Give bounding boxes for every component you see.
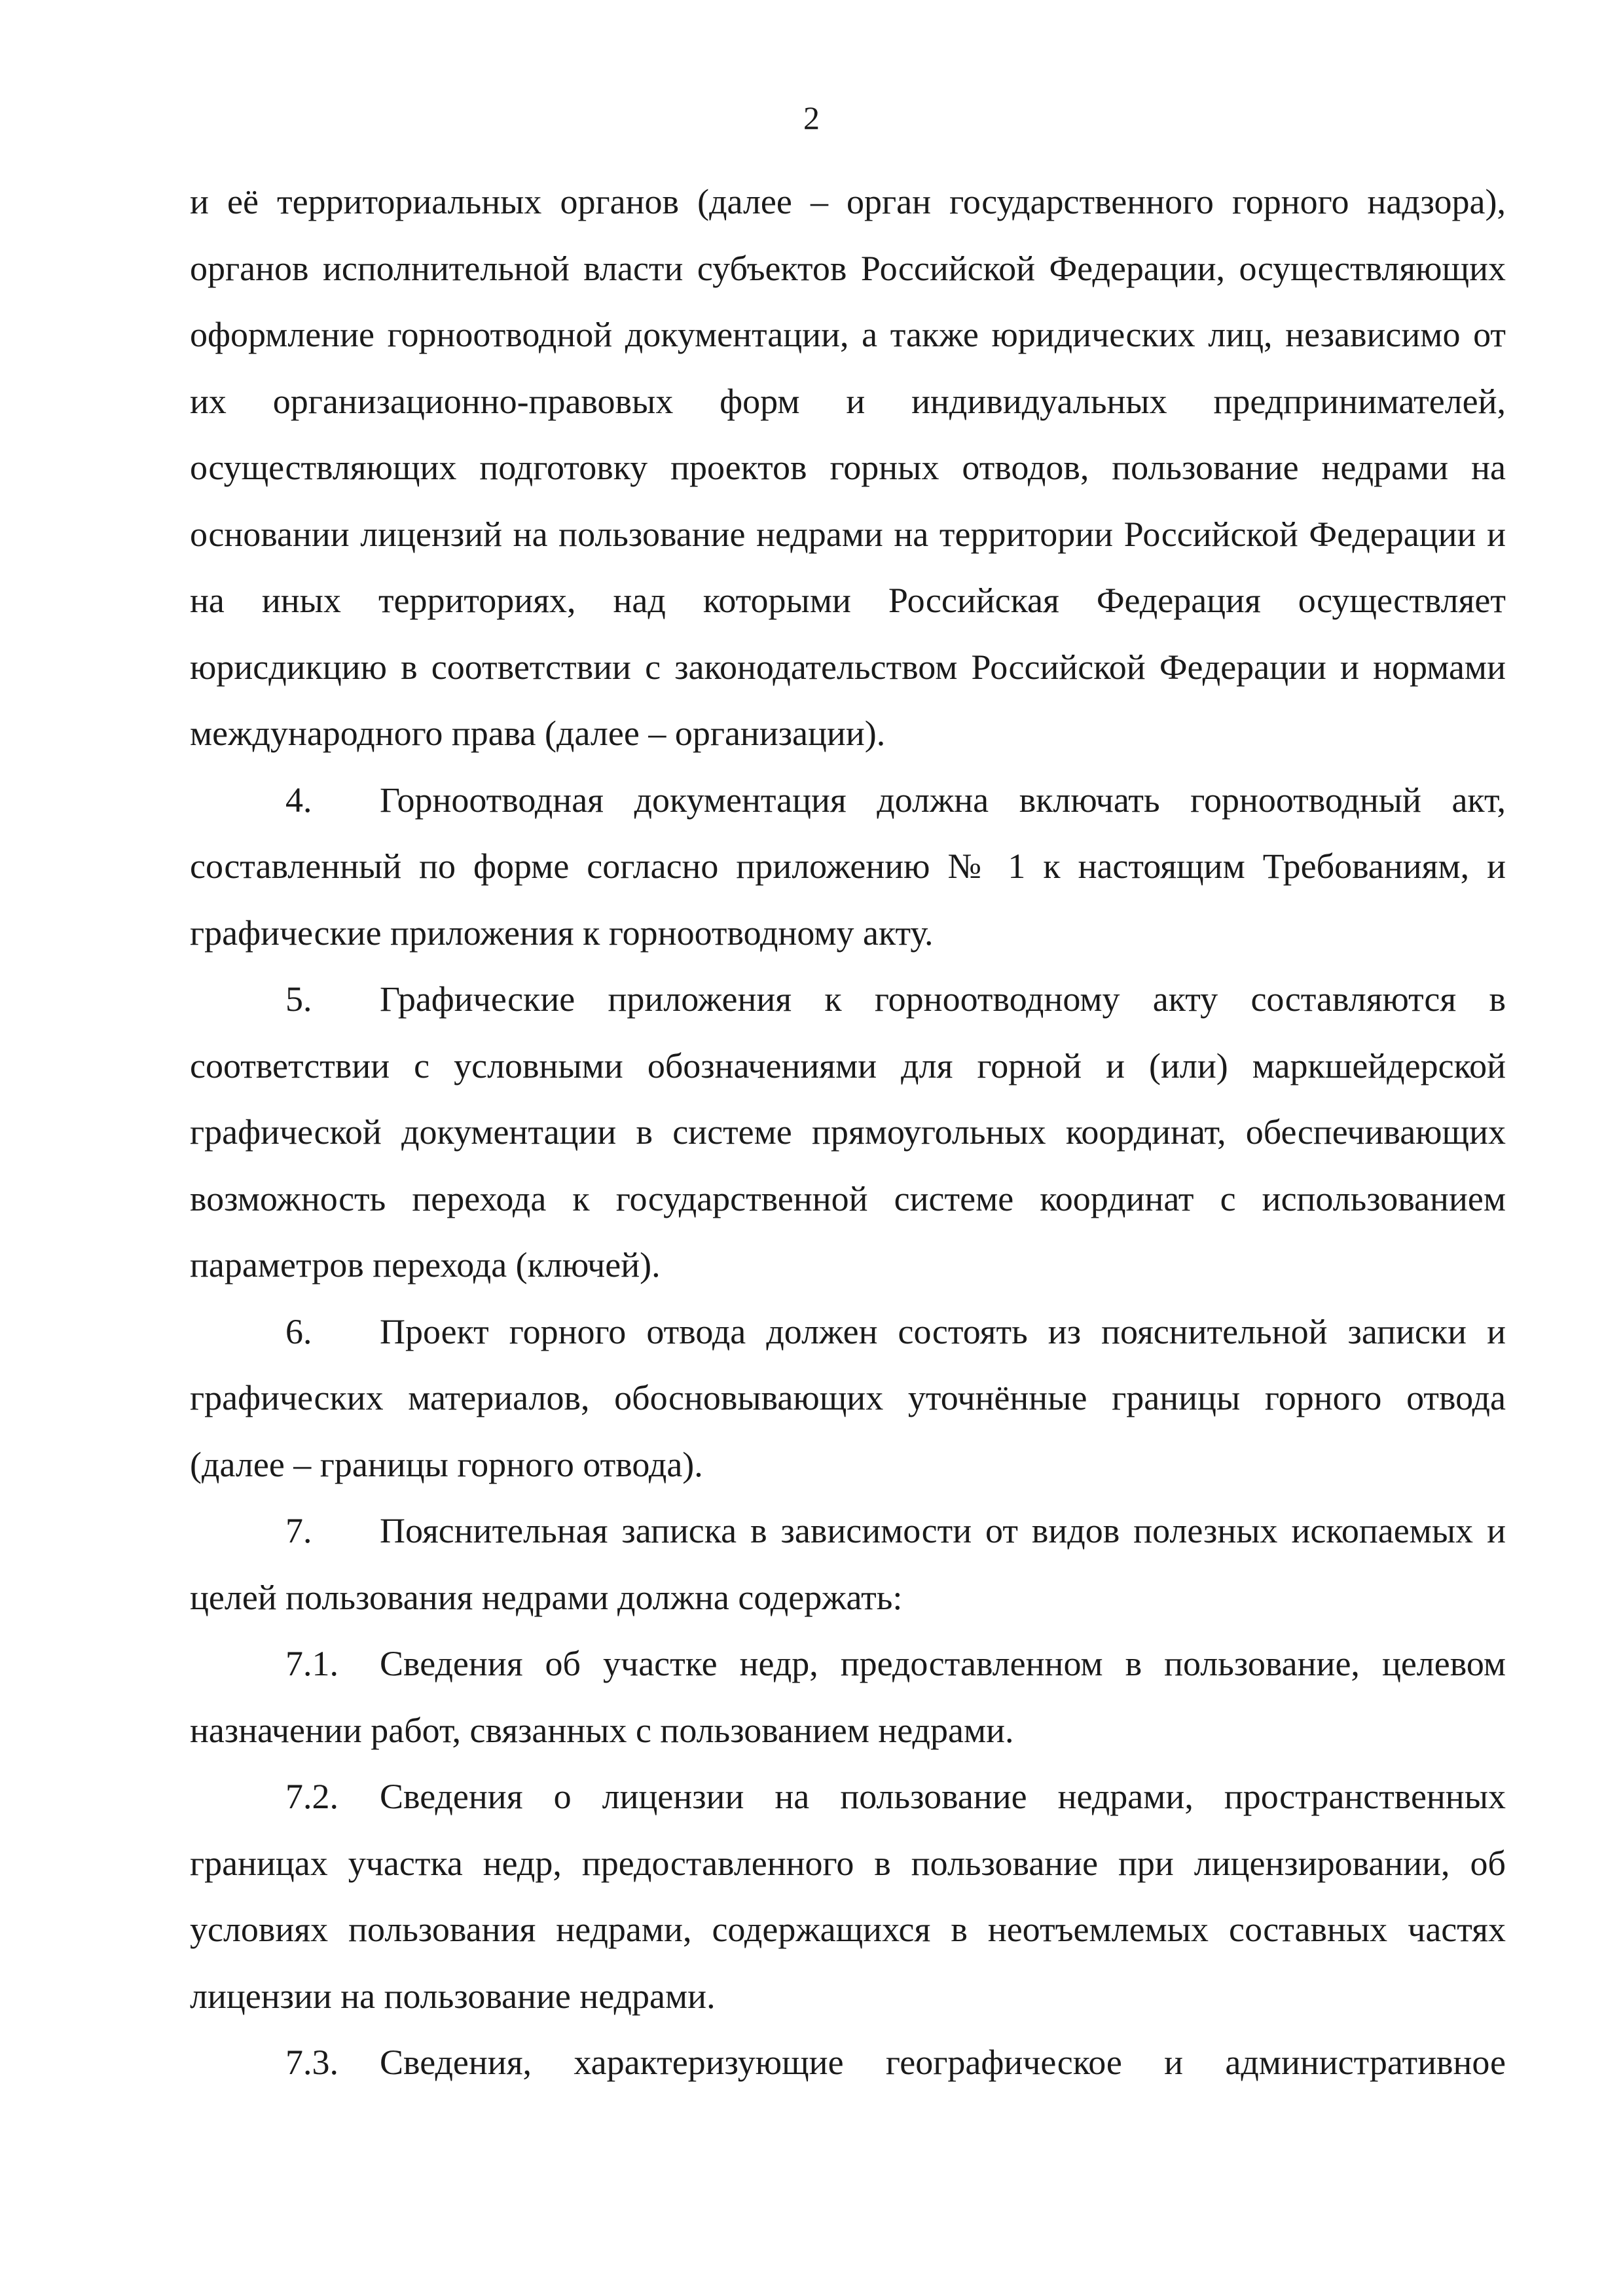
paragraph-7-1 bbox=[190, 1631, 1506, 1764]
paragraph-7 bbox=[190, 1498, 1506, 1631]
paragraph-text: Пояснительная записка в зависимости от видов полезных ископаемых и целей пользования недрами должна содержать: bbox=[190, 1511, 1506, 1617]
paragraph-number: 4. bbox=[285, 780, 312, 820]
paragraph-text: Сведения о лицензии на пользование недрами, пространственных границах участка недр, предоставленного в пользование при лицензировании, об условиях пользования недрами, содержащихся в неотъемлемых составных частях лицензии на пользование недрами. bbox=[190, 1777, 1506, 2016]
paragraph-text: Графические приложения к горноотводному акту составляются в соответствии с условными обозначениями для горной и (или) маркшейдерской графической документации в системе прямоугольных координат, обеспечивающих возможность перехода к государственной системе координат с использованием параметров перехода (ключей). bbox=[190, 979, 1506, 1285]
paragraph-number: 7.3. bbox=[285, 2043, 338, 2082]
page-number: 2 bbox=[803, 100, 820, 136]
document-body bbox=[190, 169, 1506, 2096]
paragraph-4 bbox=[190, 767, 1506, 967]
paragraph-text: Проект горного отвода должен состоять из пояснительной записки и графических материалов, обосновывающих уточнённые границы горного отвода (далее – границы горного отвода). bbox=[190, 1311, 1506, 1484]
paragraph-text: Сведения, характеризующие географическое и административное bbox=[380, 2043, 1506, 2082]
paragraph-7-3 bbox=[190, 2030, 1506, 2096]
paragraph-text: и её территориальных органов (далее – орган государственного горного надзора), органов исполнительной власти субъектов Российской Федерации, осуществляющих оформление горноотводной документации, а также юридических лиц, независимо от их организационно-правовых форм и индивидуальных предпринимателей, осуществляющих подготовку проектов горных отводов, пользование недрами на основании лицензий на пользование недрами на территории Российской Федерации и на иных территориях, над которыми Российская Федерация осуществляет юрисдикцию в соответствии с законодательством Российской Федерации и нормами международного права (далее – организации). bbox=[190, 182, 1506, 753]
paragraph-number: 7. bbox=[285, 1511, 312, 1550]
paragraph-6 bbox=[190, 1299, 1506, 1499]
paragraph-number: 5. bbox=[285, 979, 312, 1019]
paragraph-text: Горноотводная документация должна включать горноотводный акт, составленный по форме согласно приложению № 1 к настоящим Требованиям, и графические приложения к горноотводному акту. bbox=[190, 780, 1506, 953]
paragraph-number: 6. bbox=[285, 1311, 312, 1351]
paragraph-continuation bbox=[190, 169, 1506, 767]
paragraph-7-2 bbox=[190, 1764, 1506, 2030]
paragraph-text: Сведения об участке недр, предоставленном в пользование, целевом назначении работ, связанных с пользованием недрами. bbox=[190, 1644, 1506, 1750]
paragraph-number: 7.2. bbox=[285, 1777, 338, 1816]
paragraph-5 bbox=[190, 966, 1506, 1299]
paragraph-number: 7.1. bbox=[285, 1644, 338, 1683]
